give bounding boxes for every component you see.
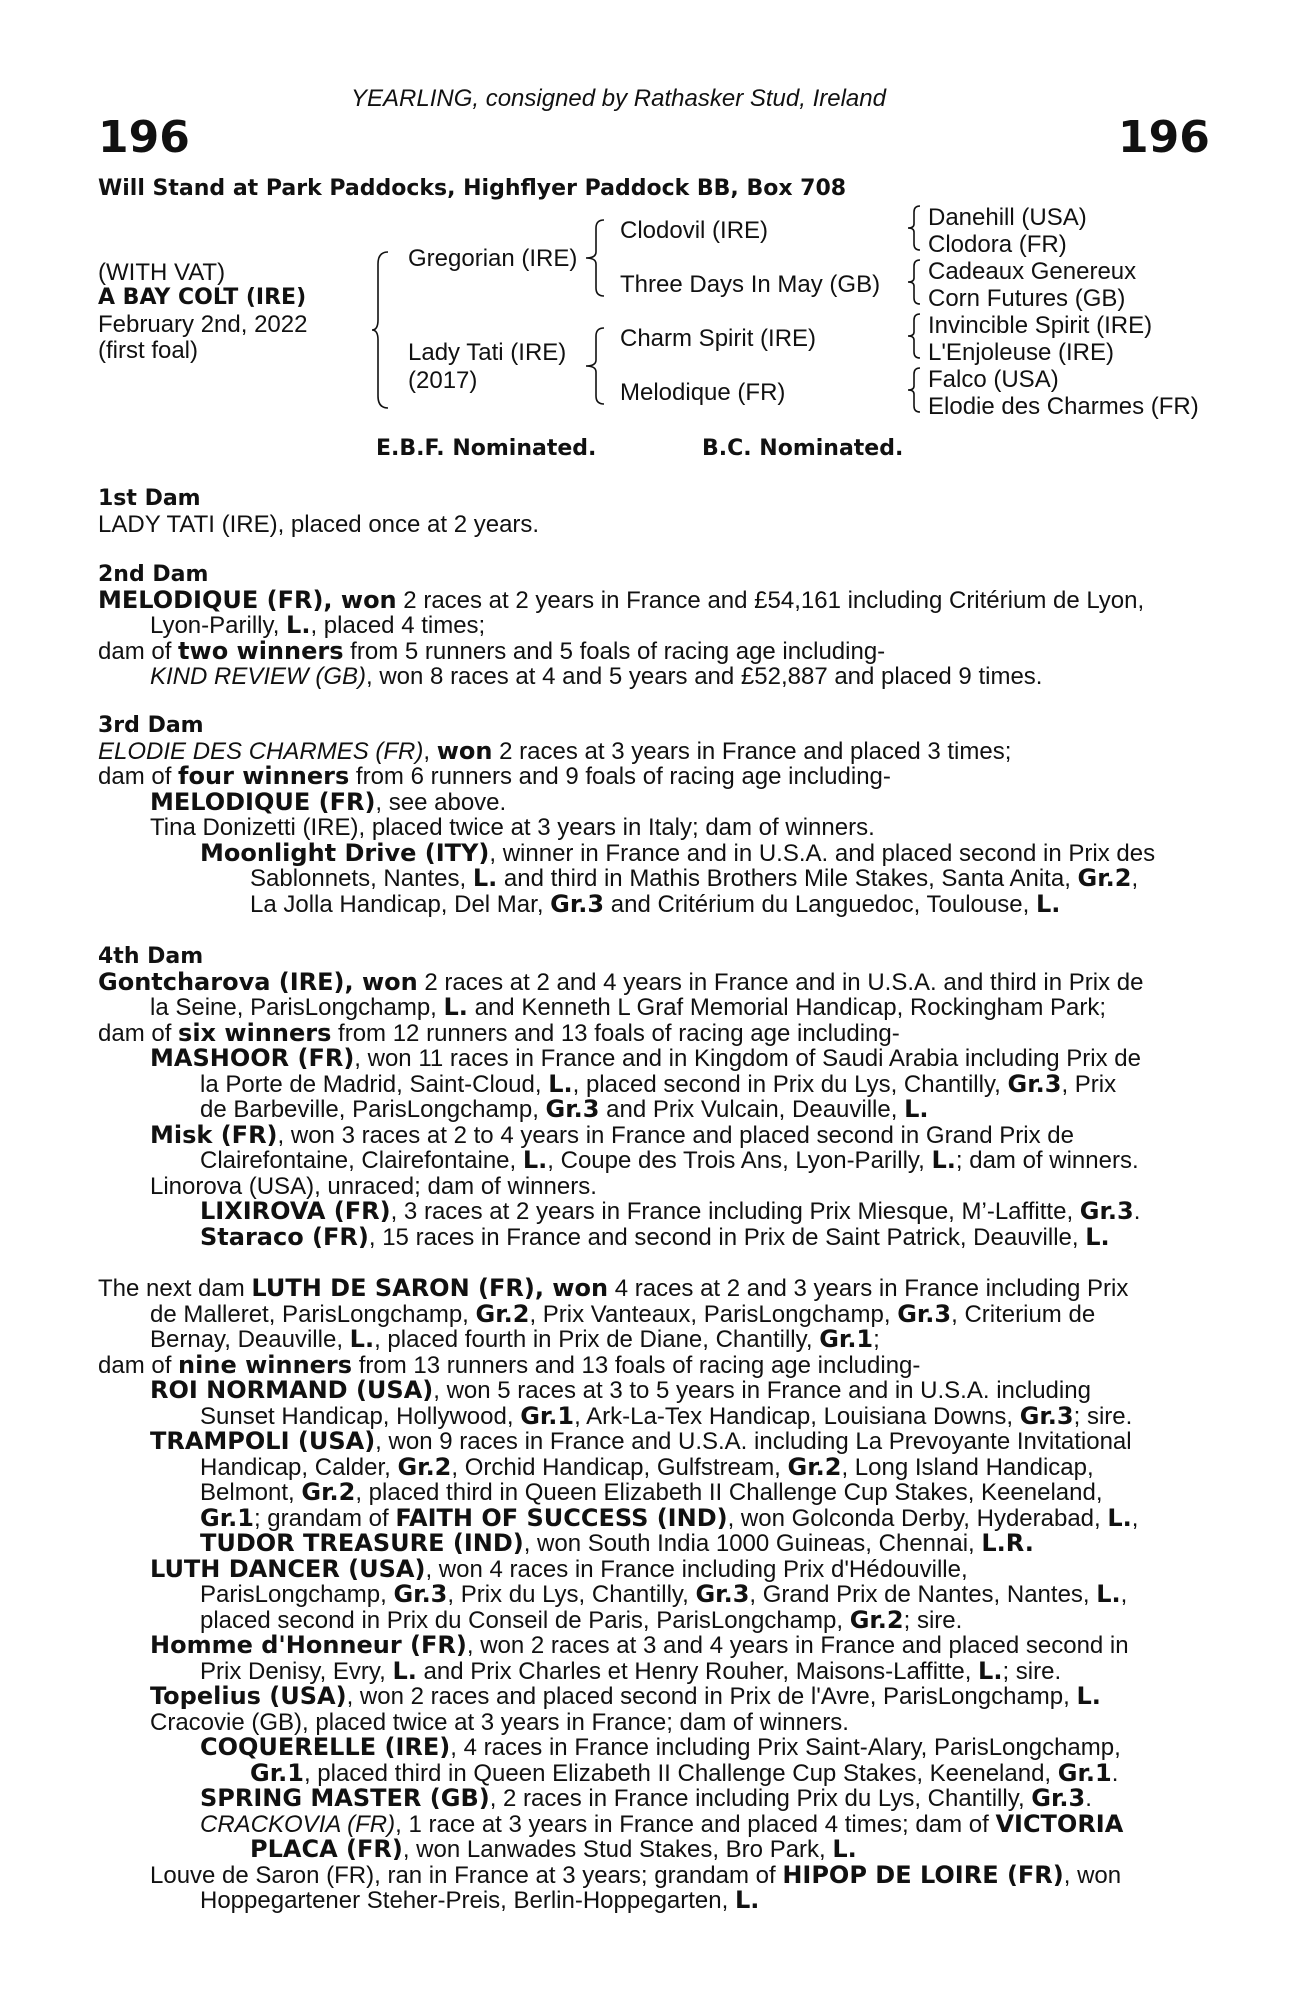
text-run: , won 3 races at 2 to 4 years in France and placed second in Grand Prix de bbox=[277, 1121, 1074, 1149]
horse-name: PLACA (FR) bbox=[250, 1835, 403, 1863]
sire-sire: Clodovil (IRE) bbox=[620, 217, 769, 244]
text-run: , placed fourth in Prix de Diane, Chantilly, bbox=[374, 1326, 820, 1353]
dam-sire: Charm Spirit (IRE) bbox=[620, 325, 817, 352]
second-dam-section bbox=[98, 562, 1204, 690]
text-run: , won 11 races in France and in Kingdom of Saudi Arabia including Prix de bbox=[354, 1045, 1141, 1072]
text-run: ; bbox=[873, 1326, 880, 1353]
text-run: , won 9 races in France and U.S.A. including La Prevoyante Invitational bbox=[375, 1428, 1132, 1455]
text-line bbox=[98, 838, 1204, 867]
text-run: , winner in France and in U.S.A. and placed second in Prix des bbox=[489, 839, 1156, 867]
grade: L. bbox=[978, 1656, 1003, 1685]
sire-brace bbox=[584, 218, 610, 298]
grade: L. bbox=[472, 864, 498, 892]
grade: L. bbox=[443, 993, 468, 1021]
text-line bbox=[98, 1046, 1204, 1072]
dam-sire-dam: L'Enjoleuse (IRE) bbox=[928, 339, 1114, 366]
winner-count: two winners bbox=[178, 636, 344, 665]
text-line bbox=[98, 1018, 1204, 1047]
pedigree-main-brace bbox=[370, 250, 394, 410]
text-line bbox=[98, 613, 1204, 639]
dam-sire-sire: Invincible Spirit (IRE) bbox=[928, 312, 1153, 339]
text-run: , won 2 races and placed second in Prix de l'Avre, ParisLongchamp, bbox=[346, 1683, 1077, 1710]
grade: L. bbox=[904, 1095, 929, 1123]
text-line bbox=[98, 1148, 1204, 1174]
horse-name: TUDOR TREASURE (IND) bbox=[200, 1529, 524, 1557]
text-run: de Malleret, ParisLongchamp, bbox=[150, 1300, 476, 1328]
horse-name: MASHOOR (FR) bbox=[150, 1044, 355, 1072]
text-run: 4 races at 2 and 3 years in France including Prix bbox=[608, 1275, 1129, 1302]
horse-name: HIPOP DE LOIRE (FR) bbox=[782, 1860, 1064, 1889]
grade: Gr.3 bbox=[393, 1580, 448, 1608]
grade: Gr.3 bbox=[1031, 1784, 1086, 1812]
text-run: 2 races at 2 years in France and £54,161 including Critérium de Lyon, bbox=[396, 586, 1145, 614]
text-run: Prix Denisy, Evry, bbox=[200, 1657, 393, 1685]
text-run: from 6 runners and 9 foals of racing age including- bbox=[349, 763, 891, 790]
grade: Gr.2 bbox=[475, 1299, 530, 1328]
text-run: , Coupe des Trois Ans, Lyon-Parilly, bbox=[547, 1147, 932, 1174]
grade: Gr.3 bbox=[545, 1095, 600, 1123]
horse-name: Moonlight Drive (ITY) bbox=[200, 838, 490, 867]
horse-name: ROI NORMAND (USA) bbox=[150, 1376, 434, 1404]
text-run: ; sire. bbox=[903, 1606, 963, 1634]
text-run: la Porte de Madrid, Saint-Cloud, bbox=[200, 1070, 549, 1098]
text-line bbox=[98, 1222, 1204, 1251]
text-line bbox=[98, 889, 1204, 918]
third-dam-section bbox=[98, 713, 1204, 917]
horse-name: Gontcharova (IRE), won bbox=[98, 967, 418, 996]
text-run: , Ark-La-Tex Handicap, Louisiana Downs, bbox=[574, 1402, 1020, 1430]
text-line bbox=[98, 1786, 1204, 1812]
text-line bbox=[98, 967, 1204, 996]
text-run: , see above. bbox=[375, 788, 507, 816]
horse-name: Staraco (FR) bbox=[200, 1222, 369, 1251]
grade: L. bbox=[931, 1146, 956, 1174]
text-run: La Jolla Handicap, Del Mar, bbox=[250, 890, 551, 918]
grade: Gr.1 bbox=[1057, 1758, 1112, 1787]
text-run: , won Lanwades Stud Stakes, Bro Park, bbox=[402, 1836, 833, 1863]
text-line bbox=[98, 1120, 1204, 1149]
text-line bbox=[98, 787, 1204, 816]
text-run: Sablonnets, Nantes, bbox=[250, 865, 473, 892]
section-heading: 4th Dam bbox=[98, 944, 204, 969]
text-run: Louve de Saron (FR), ran in France at 3 years; grandam of bbox=[150, 1861, 783, 1889]
text-run: from 5 runners and 5 foals of racing age including- bbox=[343, 637, 886, 665]
text-line bbox=[98, 1809, 1204, 1838]
grade: L. bbox=[392, 1656, 417, 1685]
grade: L. bbox=[1107, 1503, 1132, 1532]
gen3-brace-2 bbox=[906, 258, 924, 306]
horse-name: A BAY COLT (IRE) bbox=[98, 285, 307, 310]
text-run: and Critérium du Languedoc, Toulouse, bbox=[604, 890, 1036, 918]
grade: Gr.1 bbox=[250, 1758, 304, 1787]
text-line bbox=[98, 1327, 1204, 1353]
text-run: , Prix bbox=[1061, 1070, 1117, 1098]
winner-count: six winners bbox=[178, 1018, 332, 1047]
horse-name: COQUERELLE (IRE) bbox=[200, 1733, 451, 1761]
text-run: and Kenneth L Graf Memorial Handicap, Rockingham Park; bbox=[467, 994, 1107, 1021]
grade: L. bbox=[734, 1886, 760, 1914]
text-line bbox=[98, 1888, 1204, 1914]
text-line: Cracovie (GB), placed twice at 3 years in France; dam of winners. bbox=[150, 1708, 849, 1736]
text-run: , Grand Prix de Nantes, Nantes, bbox=[749, 1581, 1097, 1608]
text-line bbox=[98, 1633, 1204, 1659]
grade: Gr.1 bbox=[520, 1401, 575, 1430]
text-run: Belmont, bbox=[200, 1479, 302, 1506]
text-run: from 13 runners and 13 foals of racing age including- bbox=[352, 1351, 921, 1379]
text-run: , 2 races in France including Prix du Lys, Chantilly, bbox=[489, 1785, 1032, 1812]
text-run: Clairefontaine, Clairefontaine, bbox=[200, 1147, 523, 1174]
text-run: de Barbeville, ParisLongchamp, bbox=[200, 1096, 546, 1123]
text-run: Sunset Handicap, Hollywood, bbox=[200, 1402, 521, 1430]
fourth-dam-section bbox=[98, 944, 1204, 1250]
text-run: 2 races at 2 and 4 years in France and in U.S.A. and third in Prix de bbox=[417, 968, 1144, 996]
text-run: , 1 race at 3 years in France and placed 4 times; dam of bbox=[395, 1810, 996, 1838]
text-line bbox=[98, 1735, 1204, 1761]
horse-name: LIXIROVA (FR) bbox=[200, 1197, 391, 1225]
text-run: , Orchid Handicap, Gulfstream, bbox=[451, 1453, 788, 1481]
text-run: , 3 races at 2 years in France including Prix Miesque, M’-Laffitte, bbox=[390, 1198, 1080, 1225]
text-line bbox=[98, 1605, 1204, 1634]
foal-note: (first foal) bbox=[98, 337, 199, 364]
text-run: , won 2 races at 3 and 4 years in France and placed second in bbox=[466, 1632, 1129, 1659]
text-run: , won 5 races at 3 to 5 years in France and in U.S.A. including bbox=[433, 1377, 1091, 1404]
section-heading: 1st Dam bbox=[98, 486, 201, 511]
text-run: , 15 races in France and second in Prix de Saint Patrick, Deauville, bbox=[368, 1223, 1086, 1251]
horse-name: SPRING MASTER (GB) bbox=[200, 1784, 490, 1812]
text-run: , won bbox=[1063, 1861, 1122, 1889]
section-heading: 3rd Dam bbox=[98, 713, 204, 738]
grade: Gr.3 bbox=[1079, 1197, 1134, 1225]
won-label: won bbox=[436, 736, 493, 765]
dam-year: (2017) bbox=[408, 367, 478, 394]
grade: L. bbox=[548, 1069, 573, 1098]
sire: Gregorian (IRE) bbox=[408, 245, 578, 272]
sire-dam-dam: Corn Futures (GB) bbox=[928, 285, 1126, 312]
horse-name: KIND REVIEW (GB) bbox=[150, 663, 367, 690]
horse-name: FAITH OF SUCCESS (IND) bbox=[395, 1503, 728, 1532]
text-run: The next dam bbox=[98, 1275, 252, 1302]
gen3-brace-4 bbox=[906, 366, 924, 414]
first-dam-section bbox=[98, 486, 1204, 537]
grade: Gr.3 bbox=[550, 889, 605, 918]
text-run: , bbox=[1131, 1504, 1139, 1532]
text-run: , won 4 races in France including Prix d'Hédouville, bbox=[425, 1555, 968, 1583]
grade: L. bbox=[1096, 1580, 1121, 1608]
text-line bbox=[98, 585, 1204, 614]
ebf-nomination: E.B.F. Nominated. bbox=[376, 436, 597, 461]
text-line: Linorova (USA), unraced; dam of winners. bbox=[150, 1172, 597, 1200]
horse-name: CRACKOVIA (FR) bbox=[200, 1810, 396, 1838]
text-line bbox=[98, 1758, 1204, 1787]
text-line bbox=[98, 1656, 1204, 1685]
text-run: , bbox=[423, 737, 437, 765]
grade: Gr.3 bbox=[1007, 1069, 1062, 1098]
text-run: and Prix Vulcain, Deauville, bbox=[599, 1096, 905, 1123]
grade: L.R. bbox=[981, 1529, 1034, 1557]
consignment-line: YEARLING, consigned by Rathasker Stud, Ireland bbox=[351, 85, 886, 112]
grade: L. bbox=[286, 611, 311, 639]
grade: Gr.2 bbox=[849, 1605, 904, 1634]
text-line: Tina Donizetti (IRE), placed twice at 3 years in Italy; dam of winners. bbox=[150, 814, 875, 841]
grade: L. bbox=[349, 1325, 375, 1353]
horse-name: Topelius (USA) bbox=[150, 1682, 347, 1710]
dam-dam-sire: Falco (USA) bbox=[928, 366, 1059, 393]
grade: Gr.2 bbox=[787, 1452, 842, 1481]
text-run: ; grandam of bbox=[253, 1504, 396, 1532]
text-run: , won Golconda Derby, Hyderabad, bbox=[727, 1504, 1108, 1532]
text-line bbox=[98, 866, 1204, 892]
text-line bbox=[98, 1684, 1204, 1710]
horse-name: ELODIE DES CHARMES (FR) bbox=[98, 737, 424, 765]
text-run: , Long Island Handicap, bbox=[841, 1453, 1094, 1481]
grade: L. bbox=[522, 1146, 548, 1174]
sire-sire-dam: Clodora (FR) bbox=[928, 231, 1067, 258]
text-line bbox=[98, 664, 1204, 690]
text-run: Bernay, Deauville, bbox=[150, 1326, 350, 1353]
vat-note: (WITH VAT) bbox=[98, 259, 226, 286]
text-run: , Prix du Lys, Chantilly, bbox=[447, 1581, 696, 1608]
text-line bbox=[98, 1554, 1204, 1583]
text-line bbox=[98, 1531, 1204, 1557]
grade: L. bbox=[1076, 1682, 1101, 1710]
text-line bbox=[98, 1299, 1204, 1328]
text-run: dam of bbox=[98, 1019, 179, 1047]
text-line bbox=[98, 1582, 1204, 1608]
horse-name: Homme d'Honneur (FR) bbox=[150, 1631, 467, 1659]
horse-name: MELODIQUE (FR) bbox=[150, 787, 376, 816]
grade: L. bbox=[832, 1835, 857, 1863]
grade: Gr.3 bbox=[695, 1580, 750, 1608]
text-run: ParisLongchamp, bbox=[200, 1581, 394, 1608]
grade: L. bbox=[1085, 1222, 1110, 1251]
text-line bbox=[98, 1069, 1204, 1098]
text-line bbox=[98, 1452, 1204, 1481]
text-run: dam of bbox=[98, 1351, 179, 1379]
gen3-brace-1 bbox=[906, 204, 924, 252]
winner-count: four winners bbox=[178, 762, 350, 790]
text-line bbox=[98, 1276, 1204, 1302]
bc-nomination: B.C. Nominated. bbox=[702, 436, 904, 461]
text-line bbox=[98, 1480, 1204, 1506]
text-line bbox=[98, 636, 1204, 665]
first-dam-text: LADY TATI (IRE), placed once at 2 years. bbox=[98, 510, 540, 538]
grade: Gr.3 bbox=[897, 1299, 952, 1328]
text-run: dam of bbox=[98, 763, 179, 790]
next-dam-section bbox=[98, 1276, 1204, 1914]
text-run: Handicap, Calder, bbox=[200, 1453, 398, 1481]
horse-name: TRAMPOLI (USA) bbox=[150, 1427, 376, 1455]
text-run: 2 races at 3 years in France and placed 3 times; bbox=[492, 737, 1012, 765]
horse-name: LUTH DE SARON (FR), won bbox=[251, 1274, 609, 1302]
grade: L. bbox=[1035, 889, 1061, 918]
sire-sire-sire: Danehill (USA) bbox=[928, 204, 1087, 231]
text-run: ; dam of winners. bbox=[955, 1147, 1139, 1174]
text-run: dam of bbox=[98, 637, 179, 665]
sire-dam: Three Days In May (GB) bbox=[620, 271, 881, 298]
grade: Gr.1 bbox=[200, 1503, 254, 1532]
text-run: ; sire. bbox=[1073, 1402, 1133, 1430]
text-run: , Criterium de bbox=[951, 1300, 1096, 1328]
text-line bbox=[98, 1097, 1204, 1123]
grade: Gr.1 bbox=[819, 1325, 874, 1353]
gen3-brace-3 bbox=[906, 312, 924, 360]
text-run: . bbox=[1133, 1198, 1141, 1225]
dam-dam: Melodique (FR) bbox=[620, 379, 786, 406]
horse-name: LUTH DANCER (USA) bbox=[150, 1554, 426, 1583]
sire-dam-sire: Cadeaux Genereux bbox=[928, 258, 1137, 285]
winner-count: nine winners bbox=[178, 1350, 353, 1379]
text-line bbox=[98, 1199, 1204, 1225]
text-run: , 4 races in France including Prix Saint-Alary, ParisLongchamp, bbox=[450, 1734, 1121, 1761]
text-run: . bbox=[1111, 1759, 1119, 1787]
text-run: and Prix Charles et Henry Rouher, Maisons-Laffitte, bbox=[416, 1657, 979, 1685]
text-run: , placed third in Queen Elizabeth II Challenge Cup Stakes, Keeneland, bbox=[303, 1759, 1058, 1787]
dam: Lady Tati (IRE) bbox=[408, 339, 567, 366]
text-line bbox=[98, 736, 1204, 765]
text-run: , bbox=[1120, 1581, 1128, 1608]
text-run: , placed third in Queen Elizabeth II Challenge Cup Stakes, Keeneland, bbox=[355, 1479, 1103, 1506]
text-run: , placed second in Prix du Lys, Chantilly, bbox=[572, 1070, 1008, 1098]
text-run: , bbox=[1131, 865, 1139, 892]
text-run: ; sire. bbox=[1002, 1657, 1062, 1685]
text-line bbox=[98, 764, 1204, 790]
text-run: la Seine, ParisLongchamp, bbox=[150, 994, 444, 1021]
text-line bbox=[98, 1503, 1204, 1532]
grade: Gr.2 bbox=[1077, 864, 1132, 892]
text-run: and third in Mathis Brothers Mile Stakes, Santa Anita, bbox=[497, 865, 1078, 892]
horse-name: VICTORIA bbox=[995, 1809, 1124, 1838]
horse-name: MELODIQUE (FR), won bbox=[98, 585, 397, 614]
text-run: . bbox=[1085, 1785, 1092, 1812]
text-run: Hoppegartener Steher-Preis, Berlin-Hoppegarten, bbox=[200, 1887, 735, 1914]
text-run: , placed 4 times; bbox=[310, 612, 486, 639]
text-line bbox=[98, 1837, 1204, 1863]
dam-dam-dam: Elodie des Charmes (FR) bbox=[928, 393, 1199, 420]
horse-name: Misk (FR) bbox=[150, 1120, 278, 1149]
text-line bbox=[98, 1860, 1204, 1889]
text-line bbox=[98, 1350, 1204, 1379]
text-line bbox=[98, 1378, 1204, 1404]
text-run: , Prix Vanteaux, ParisLongchamp, bbox=[529, 1300, 898, 1328]
grade: Gr.2 bbox=[397, 1452, 452, 1481]
stand-location: Will Stand at Park Paddocks, Highflyer Paddock BB, Box 708 bbox=[98, 176, 847, 201]
text-run: from 12 runners and 13 foals of racing age including- bbox=[331, 1019, 900, 1047]
text-run: placed second in Prix du Conseil de Paris, ParisLongchamp, bbox=[200, 1606, 850, 1634]
grade: Gr.3 bbox=[1019, 1401, 1074, 1430]
dam-brace bbox=[584, 326, 610, 406]
lot-number-right: 196 bbox=[1118, 112, 1210, 163]
text-line bbox=[98, 1401, 1204, 1430]
text-run: Lyon-Parilly, bbox=[150, 612, 287, 639]
text-line bbox=[98, 995, 1204, 1021]
section-heading: 2nd Dam bbox=[98, 562, 209, 587]
text-run: , won South India 1000 Guineas, Chennai, bbox=[523, 1530, 982, 1557]
text-run: , won 8 races at 4 and 5 years and £52,887 and placed 9 times. bbox=[366, 663, 1043, 690]
grade: Gr.2 bbox=[301, 1478, 356, 1506]
foaling-date: February 2nd, 2022 bbox=[98, 311, 308, 338]
text-line bbox=[98, 1429, 1204, 1455]
lot-number-left: 196 bbox=[98, 112, 190, 163]
